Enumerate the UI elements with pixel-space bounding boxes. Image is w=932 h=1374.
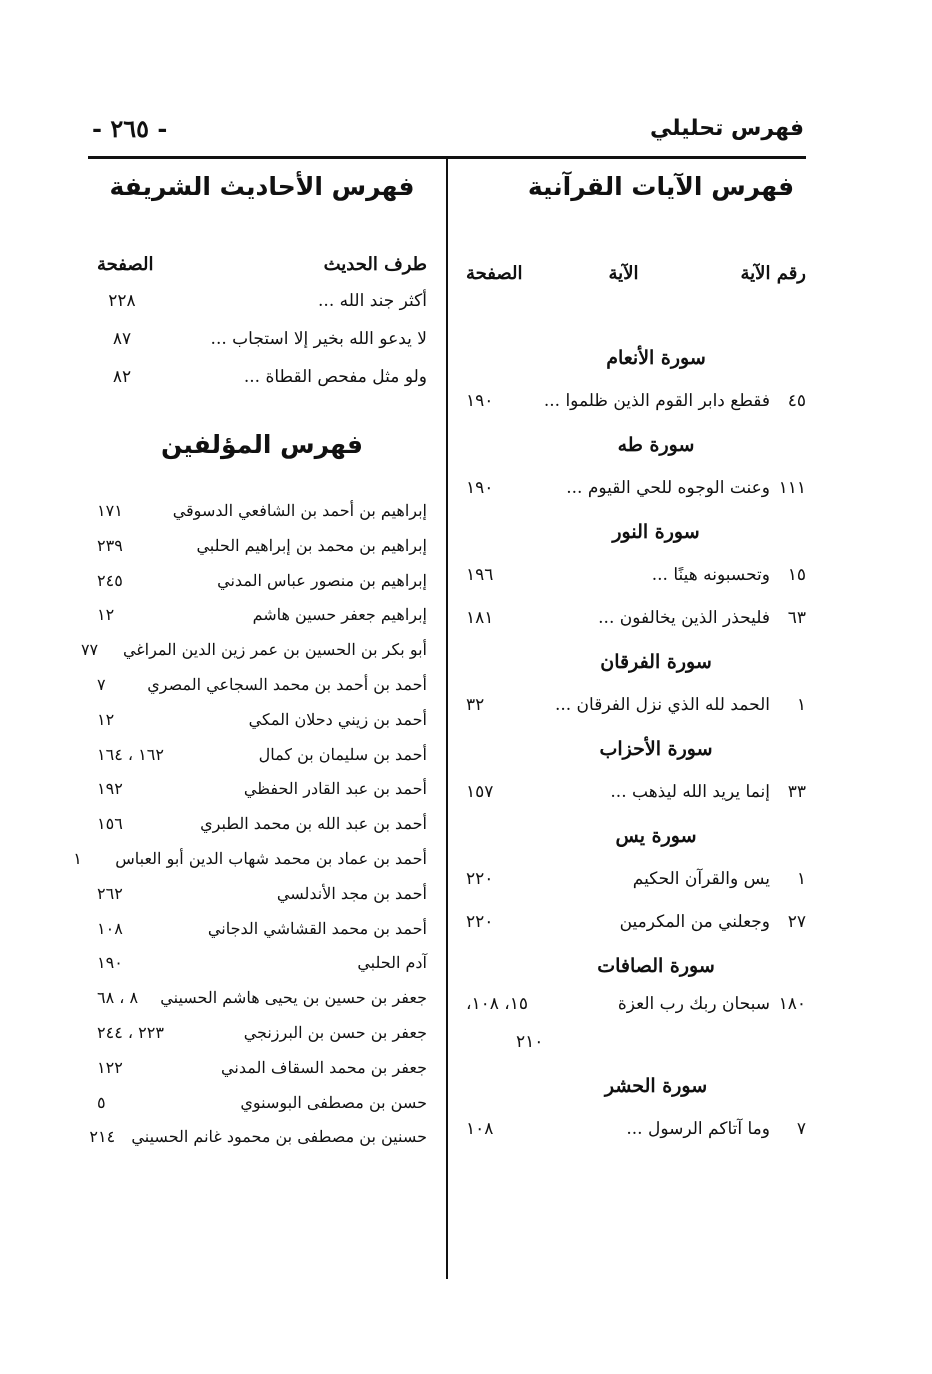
author-row [97,529,427,564]
author-row [97,703,427,738]
author-page: ٢٦٢ [97,883,123,903]
col-page-label: الصفحة [97,254,154,275]
verse-row [466,380,806,423]
surah-heading: سورة الفرقان [600,651,712,673]
verse-text: وجعلني من المكرمين [619,912,770,932]
author-row [97,564,427,599]
author-page: ١٢ [97,605,115,625]
author-name: إبراهيم جعفر حسين هاشم [252,605,427,625]
hadith-row [97,320,427,358]
author-name: أحمد بن سليمان بن كمال [258,744,427,764]
author-name: حسنين بن مصطفى بن محمود غانم الحسيني [131,1127,427,1147]
author-name: آدم الحلبي [357,953,427,973]
verse-text: فليحذر الذين يخالفون ... [598,608,770,628]
authors-index-title: فهرس المؤلفين [160,430,364,459]
verse-page: ٢٢٠ [466,912,494,932]
hadith-row [97,358,427,396]
verse-text: إنما يريد الله ليذهب ... [610,782,770,802]
author-name: أحمد بن عبد القادر الحفظي [243,779,427,799]
verse-number: ٣٣ [787,782,806,802]
author-row [97,877,427,912]
verse-page: ٣٢ [466,695,485,715]
author-page: ١٩٠ [97,953,123,973]
author-name: أحمد بن أحمد بن محمد السجاعي المصري [147,674,427,694]
author-page: ١٩٢ [97,779,123,799]
verse-text: سبحان ربك رب العزة [617,994,770,1014]
author-name: أحمد بن زيني دحلان المكي [248,709,427,729]
author-name: جعفر بن محمد السقاف المدني [221,1057,427,1077]
verse-row [466,988,806,1020]
verse-text: وعنت الوجوه للحي القيوم ... [566,478,770,498]
quran-index-header [466,258,806,290]
page-number: - ٢٦٥ - [92,114,168,143]
author-row [97,807,427,842]
verse-page: ١٩٦ [466,565,494,585]
author-name: جعفر بن حسن بن البرزنجي [243,1022,427,1042]
author-row [89,1120,427,1155]
surah-heading: سورة الأنعام [606,347,706,369]
author-page: ٢٤٥ [97,570,123,590]
author-page: ١٢ [97,709,115,729]
author-row [80,633,427,668]
author-row [97,1086,427,1121]
author-row [97,772,427,807]
left-column [73,166,427,1155]
verse-number: ٤٥ [787,391,806,411]
verse-number: ١٨٠ [778,994,806,1014]
author-row [97,981,427,1016]
author-page: ٢١٤ [89,1127,116,1147]
author-page: ١٥٦ [97,814,123,834]
author-name: أحمد بن مجد الأندلسي [276,883,427,903]
verse-number: ١٥ [787,565,806,585]
author-row [97,598,427,633]
verse-number: ١ [796,695,806,715]
author-row [97,946,427,981]
author-row [97,494,427,529]
author-name: أحمد بن عماد بن محمد شهاب الدين أبو العباس [115,848,427,868]
running-title: فهرس تحليلي [650,116,804,141]
verse-number: ٦٣ [787,608,806,628]
verse-page: ٢٢٠ [466,869,494,889]
verse-page: ١٩٠ [466,391,494,411]
author-page: ٧٧ [80,640,99,660]
author-row [73,842,427,877]
verse-text: وتحسبونه هينًا ... [651,565,770,585]
author-page: ١٢٢ [97,1057,123,1077]
verse-row [466,554,806,597]
verse-number: ٧ [796,1119,806,1139]
author-page: ١٦٢ ، ١٦٤ [97,744,164,764]
col-hadith-label: طرف الحديث [323,254,427,275]
author-name: أحمد بن محمد القشاشي الدجاني [207,918,427,938]
author-page: ١٧١ [97,501,123,520]
col-page-label: الصفحة [466,263,523,284]
verse-page: ١٩٠ [466,478,494,498]
author-row [97,668,427,703]
surah-heading: سورة الحشر [604,1075,708,1097]
verse-row [466,467,806,510]
surah-heading: سورة يس [615,825,697,847]
author-name: أحمد بن عبد الله بن محمد الطبري [200,814,427,834]
author-name: حسن بن مصطفى البوسنوي [240,1092,427,1112]
author-page: ٧ [97,674,106,694]
verse-page: ١٨١ [466,608,494,628]
verse-row [466,771,806,814]
author-row [97,738,427,773]
verse-text: فقطع دابر القوم الذين ظلموا ... [543,391,770,411]
verse-row [466,597,806,640]
author-row [97,1016,427,1051]
verse-number: ١١١ [778,478,806,498]
author-row [97,912,427,947]
author-name: أبو بكر بن الحسين بن عمر زين الدين المراغي [122,640,427,660]
verse-text: الحمد لله الذي نزل الفرقان ... [554,695,770,715]
verse-page: ١٠٨ [466,1119,494,1139]
author-page: ٢٢٣ ، ٢٤٤ [97,1022,164,1042]
verse-text: يس والقرآن الحكيم [632,869,770,889]
verse-page: ١٥، ١٠٨، [466,994,529,1014]
hadith-page: ٨٢ [112,367,132,387]
author-row [97,1051,427,1086]
authors-list [73,494,427,1155]
author-page: ٥ [97,1092,106,1112]
author-name: جعفر بن حسين بن يحيى هاشم الحسيني [160,988,427,1008]
col-verse-label: الآية [608,263,639,284]
verse-number: ١ [796,869,806,889]
verse-page-continuation: ٢١٠ [516,1032,544,1052]
author-page: ٨ ، ٦٨ [97,988,139,1008]
col-verse-number-label: رقم الآية [740,263,806,284]
author-name: إبراهيم بن أحمد بن الشافعي الدسوقي [172,501,427,520]
verse-row [466,901,806,944]
hadith-index-header [97,248,427,282]
hadith-page: ٢٢٨ [108,291,136,311]
column-divider [446,159,448,1279]
verse-row [466,1108,806,1151]
verse-number: ٢٧ [787,912,806,932]
hadith-index-title: فهرس الأحاديث الشريفة [109,172,415,201]
author-name: إبراهيم بن منصور عباس المدني [217,570,427,590]
author-name: إبراهيم بن محمد بن إبراهيم الحلبي [196,535,427,555]
surah-heading: سورة طه [617,434,695,456]
verse-text: وما آتاكم الرسول ... [626,1119,770,1139]
hadith-page: ٨٧ [112,329,132,349]
hadith-text: ولو مثل مفحص القطاة ... [243,367,427,387]
verse-row [466,684,806,727]
quran-index-title: فهرس الآيات القرآنية [527,172,795,201]
hadith-text: أكثر جند الله ... [318,291,427,311]
verse-row [466,858,806,901]
surah-heading: سورة النور [612,521,700,543]
quran-index [466,166,806,1151]
author-page: ٢٣٩ [97,535,123,555]
verse-page: ١٥٧ [466,782,494,802]
hadith-row [97,282,427,320]
surah-heading: سورة الأحزاب [599,738,713,760]
surah-heading: سورة الصافات [597,955,715,977]
author-page: ١٠٨ [97,918,123,938]
hadith-text: لا يدعو الله بخير إلا استجاب ... [210,329,427,349]
author-page: ١ [73,848,82,868]
